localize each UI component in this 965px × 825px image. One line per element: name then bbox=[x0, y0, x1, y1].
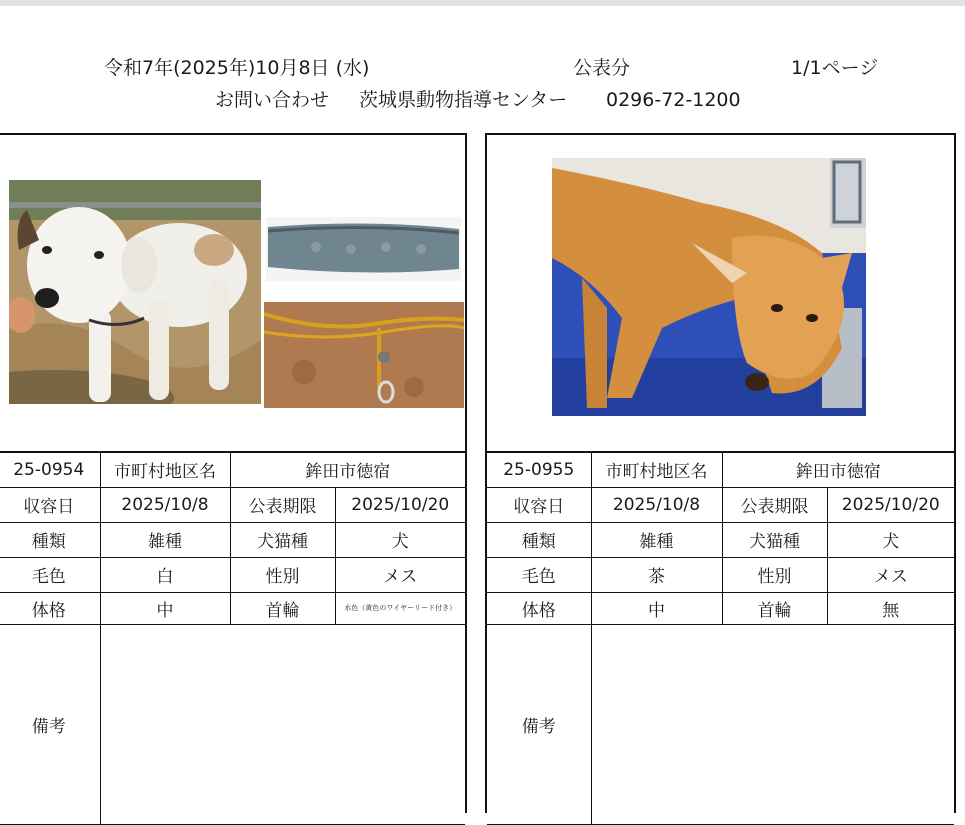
animal-id: 25-0955 bbox=[487, 452, 591, 487]
coat-color-label: 毛色 bbox=[0, 557, 100, 592]
center-name: 茨城県動物指導センター bbox=[359, 89, 568, 111]
sex-label: 性別 bbox=[230, 557, 335, 592]
size-label: 体格 bbox=[0, 592, 100, 624]
publish-deadline-value: 2025/10/20 bbox=[827, 487, 954, 522]
photo-area bbox=[487, 135, 954, 451]
phone-number: 0296-72-1200 bbox=[606, 89, 741, 111]
animal-id: 25-0954 bbox=[0, 452, 100, 487]
collar-label: 首輪 bbox=[722, 592, 827, 624]
contact-label: お問い合わせ bbox=[215, 89, 330, 111]
publish-deadline-label: 公表期限 bbox=[230, 487, 335, 522]
coat-color-label: 毛色 bbox=[487, 557, 591, 592]
category-text: 公表分 bbox=[573, 57, 631, 79]
publish-deadline-value: 2025/10/20 bbox=[335, 487, 465, 522]
sex-label: 性別 bbox=[722, 557, 827, 592]
coat-color-value: 茶 bbox=[591, 557, 722, 592]
top-bar bbox=[0, 0, 965, 6]
leash-photo[interactable] bbox=[264, 302, 464, 408]
info-table bbox=[487, 451, 954, 825]
kind-label: 種類 bbox=[487, 522, 591, 557]
coat-color-value: 白 bbox=[100, 557, 230, 592]
remarks-value bbox=[591, 624, 954, 824]
kind-label: 種類 bbox=[0, 522, 100, 557]
species-label: 犬猫種 bbox=[230, 522, 335, 557]
sex-value: メス bbox=[335, 557, 465, 592]
size-value: 中 bbox=[100, 592, 230, 624]
date-text: 令和7年(2025年)10月8日 (水) bbox=[104, 57, 370, 79]
area-value: 鉾田市徳宿 bbox=[230, 452, 465, 487]
intake-date-value: 2025/10/8 bbox=[591, 487, 722, 522]
collar-label: 首輪 bbox=[230, 592, 335, 624]
collar-value: 無 bbox=[827, 592, 954, 624]
animal-card bbox=[0, 133, 467, 813]
species-value: 犬 bbox=[335, 522, 465, 557]
dog-photo[interactable] bbox=[9, 180, 261, 404]
kind-value: 雑種 bbox=[100, 522, 230, 557]
sex-value: メス bbox=[827, 557, 954, 592]
size-label: 体格 bbox=[487, 592, 591, 624]
photo-area bbox=[0, 135, 465, 451]
remarks-value bbox=[100, 624, 465, 824]
kind-value: 雑種 bbox=[591, 522, 722, 557]
info-table bbox=[0, 451, 465, 825]
species-label: 犬猫種 bbox=[722, 522, 827, 557]
dog-photo[interactable] bbox=[552, 158, 866, 416]
size-value: 中 bbox=[591, 592, 722, 624]
area-label: 市町村地区名 bbox=[100, 452, 230, 487]
remarks-label: 備考 bbox=[487, 624, 591, 824]
publish-deadline-label: 公表期限 bbox=[722, 487, 827, 522]
page-indicator: 1/1ページ bbox=[791, 57, 879, 79]
area-value: 鉾田市徳宿 bbox=[722, 452, 954, 487]
animal-card bbox=[485, 133, 956, 813]
intake-date-label: 収容日 bbox=[487, 487, 591, 522]
collar-value: 水色（黄色のワイヤーリード付き） bbox=[335, 592, 465, 624]
area-label: 市町村地区名 bbox=[591, 452, 722, 487]
species-value: 犬 bbox=[827, 522, 954, 557]
remarks-label: 備考 bbox=[0, 624, 100, 824]
intake-date-value: 2025/10/8 bbox=[100, 487, 230, 522]
intake-date-label: 収容日 bbox=[0, 487, 100, 522]
collar-photo[interactable] bbox=[266, 217, 461, 281]
